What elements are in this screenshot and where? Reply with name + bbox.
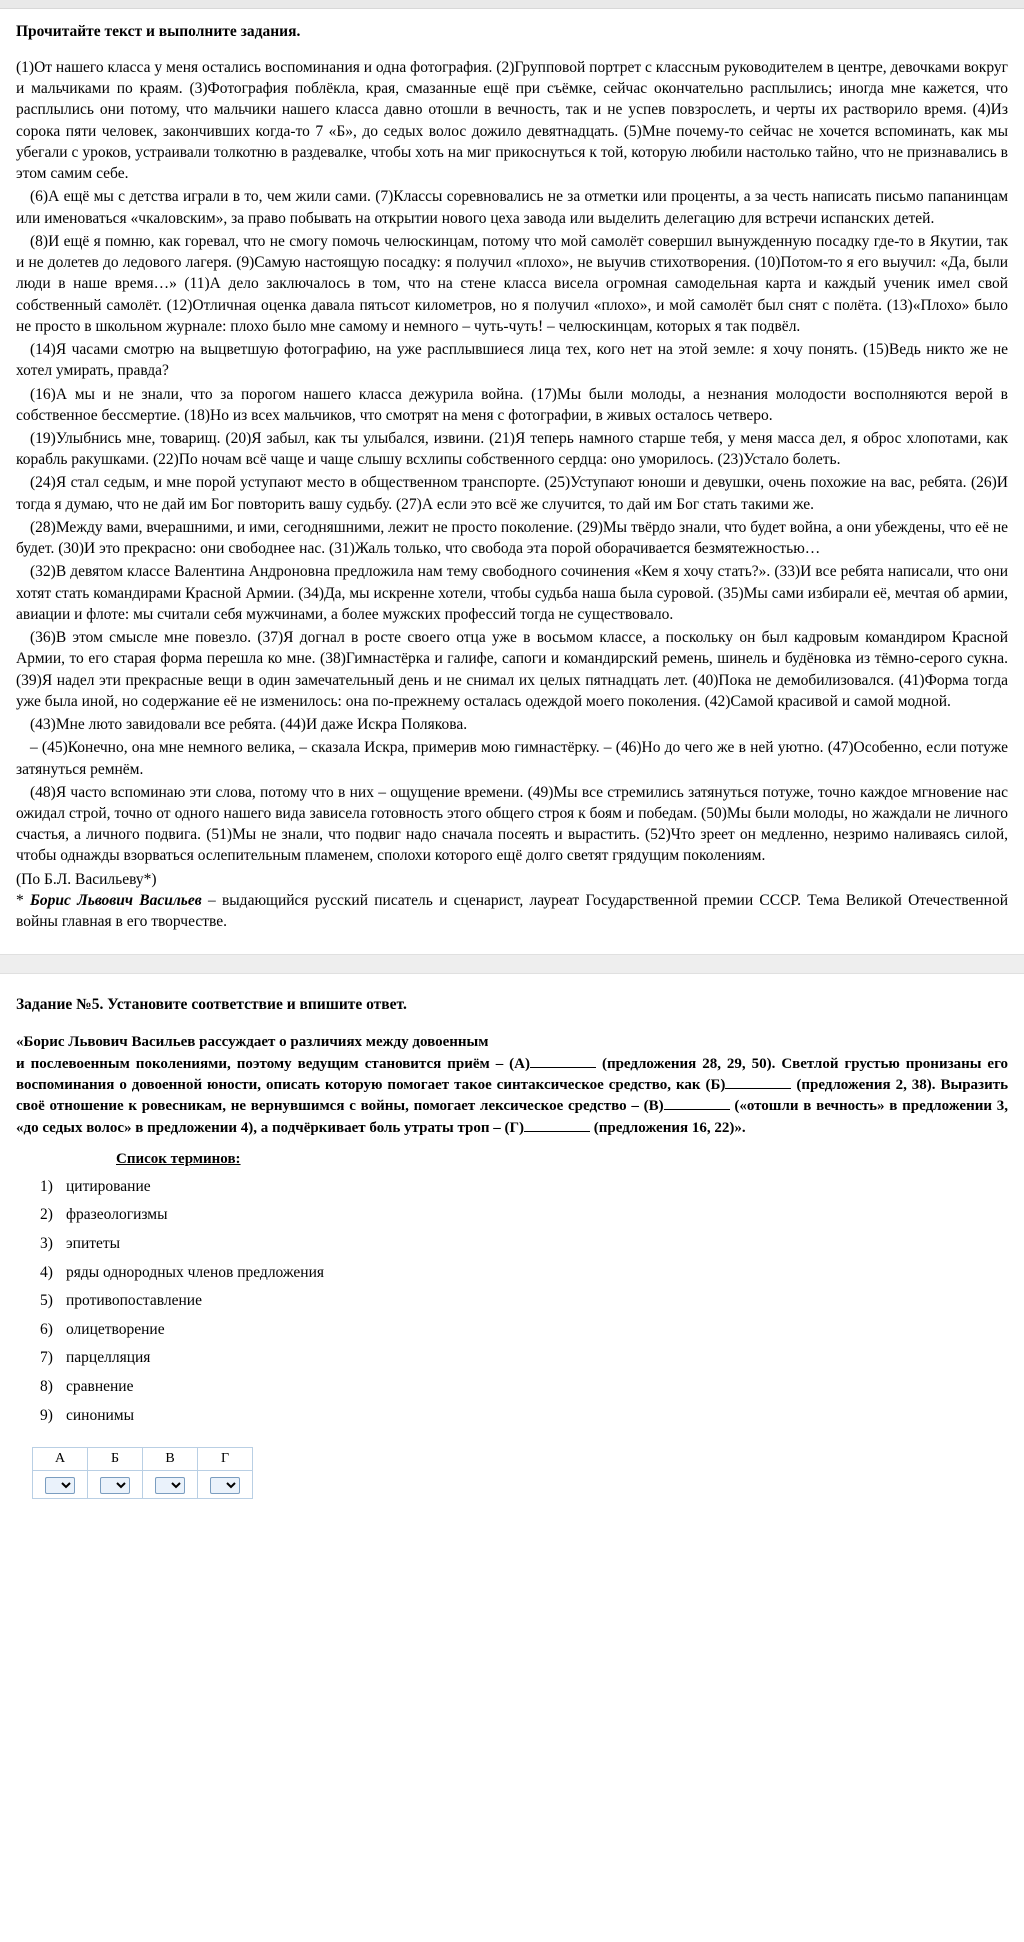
term-number: 6) <box>40 1320 53 1338</box>
author-footnote <box>16 890 1008 932</box>
table-header-row <box>33 1448 253 1471</box>
quote-line-1: «Борис Львович Васильев рассуждает о различиях между довоенным <box>16 1034 489 1051</box>
top-band <box>0 0 1024 9</box>
list-item <box>40 1206 1008 1225</box>
answer-cell-a <box>33 1471 88 1499</box>
table-row <box>33 1471 253 1499</box>
answer-select-b[interactable] <box>100 1477 130 1494</box>
footnote-marker: * <box>16 891 24 909</box>
term-label: синонимы <box>66 1406 135 1424</box>
term-label: фразеологизмы <box>66 1206 168 1224</box>
quote-line-5: («отошли в вечность» в предложении 3, «до седых волос» в предложении 4), а подчёркивает боль утраты троп – (Г) <box>16 1098 1008 1136</box>
list-item <box>40 1407 1008 1426</box>
document-content <box>0 23 1024 932</box>
text-paragraph: (32)В девятом классе Валентина Андроновна предложила нам тему свободного сочинения «Кем я хочу стать?». (33)И все ребята написали, что они хотят стать командирами Красной Армии. (34)Да, мы искренне хотели, чтобы судьба наша была суровой. (35)Мы сами избирали её, мечтая об армии, авиации и флоте: мы считали себя мужчинами, а более мужских профессий тогда не существовало. <box>16 563 1008 623</box>
term-number: 7) <box>40 1349 53 1367</box>
column-header-b: Б <box>88 1448 143 1471</box>
author-attribution: (По Б.Л. Васильеву*) <box>16 870 157 888</box>
quote-line-2: и послевоенным поколениями, поэтому ведущим становится приём – (А) <box>16 1055 530 1072</box>
text-paragraph: (16)А мы и не знали, что за порогом нашего класса дежурила война. (17)Мы были молоды, а незнания молодости восполняются верой в собственное бессмертие. (18)Но из всех мальчиков, что смотрят на меня с фотографии, в живых осталось четверо. <box>16 385 1008 424</box>
answer-select-g[interactable] <box>210 1477 240 1494</box>
terms-list-title: Список терминов: <box>116 1150 241 1167</box>
term-label: противопоставление <box>66 1292 202 1310</box>
blank-b <box>725 1088 791 1089</box>
list-item <box>40 1349 1008 1368</box>
term-number: 4) <box>40 1263 53 1281</box>
blank-g <box>524 1131 590 1132</box>
term-label: цитирование <box>66 1177 151 1195</box>
answer-table <box>32 1447 253 1499</box>
list-item <box>40 1378 1008 1397</box>
column-header-a: А <box>33 1448 88 1471</box>
text-paragraph: (36)В этом смысле мне повезло. (37)Я догнал в росте своего отца уже в восьмом классе, а поскольку он был кадровым командиром Красной Армии, то его старая форма перешла ко мне. (38)Гимнастёрка и галифе, сапоги и командирский ремень, шинель и будёновка из тёмно-серого сукна. (39)Я надел эти прекрасные вещи в один замечательный день и не снимал их целых пятнадцать лет. (40)Пока не демобилизовался. (41)Форма тогда уже была иной, но содержание её не изменилось: она по-прежнему осталась одеждой моего поколения. (42)Самой красивой и самой модной. <box>16 629 1008 710</box>
list-item <box>40 1264 1008 1283</box>
section-divider <box>0 954 1024 974</box>
column-header-g: Г <box>198 1448 253 1471</box>
term-number: 3) <box>40 1235 53 1253</box>
text-paragraph: (19)Улыбнись мне, товарищ. (20)Я забыл, как ты улыбался, извини. (21)Я теперь намного старше тебя, у меня масса дел, я оброс хлопотами, как корабль ракушками. (22)По ночам всё чаще и чаще слышу всхлипы собственного сердца: оно уморилось. (23)Устало болеть. <box>16 429 1008 469</box>
footnote-author-name: Борис Львович Васильев <box>30 891 202 909</box>
text-paragraph: (8)И ещё я помню, как горевал, что не смогу помочь челюскинцам, потому что мой самолёт совершил вынужденную посадку где-то в Якутии, так и не долетев до ледового лагеря. (9)Самую настоящую посадку: я получил «плохо», не выучив стихотворения. (10)Потом-то я его выучил: «Да, были люди в наше время…» (11)А дело заключалось в том, что на стене класса висела огромная самодельная карта и каждый ученик имел свой собственный самолёт. (12)Отличная оценка давала пятьсот километров, но я получил «плохо», и мой самолёт был снят с полёта. (13)«Плохо» было не просто в школьном журнале: плохо было мне самому и немного – чуть-чуть! – челюскинцам, которых я так подвёл. <box>16 232 1008 335</box>
text-paragraph: (48)Я часто вспоминаю эти слова, потому что в них – ощущение времени. (49)Мы все стремились затянуться потуже, точно каждое мгновение нас ожидал строй, точно от одного нашего вида зависела готовность этого общего строя к боям и победам. (50)Мы были молоды, но жаждали не личного счастья, а личного подвига. (51)Мы не знали, что подвиг надо сначала посеять и вырастить. (52)Что зреет он медленно, незримо наливаясь силой, чтобы однажды взорваться ослепительным пламенем, сполохи которого ещё долго светят грядущим поколениям. <box>16 783 1008 865</box>
column-header-v: В <box>143 1448 198 1471</box>
text-paragraph: (1)От нашего класса у меня остались воспоминания и одна фотография. (2)Групповой портрет с классным руководителем в центре, девочками вокруг и мальчиками по краям. (3)Фотография поблёкла, края, смазанные ещё при съёмке, сейчас окончательно расплылись; иногда мне кажется, что расплылись они потому, что мальчики нашего класса давно отошли в вечность, так и не успев повзрослеть, и черты их растворило время. (4)Из сорока пяти человек, закончивших когда-то 7 «Б», до седых волос дожило девятнадцать. (5)Мне почему-то сейчас не хочется вспоминать, как мы убегали с уроков, устраивали толкотню в раздевалке, чтобы хоть на миг прикоснуться к той, которую любили настолько тайно, что не признавались в этом самим себе. <box>16 59 1008 183</box>
term-number: 2) <box>40 1206 53 1224</box>
term-label: эпитеты <box>66 1235 121 1253</box>
task5-heading: Задание №5. Установите соответствие и впишите ответ. <box>16 996 407 1014</box>
task-heading: Прочитайте текст и выполните задания. <box>16 23 301 40</box>
answer-select-a[interactable] <box>45 1477 75 1494</box>
answer-select-v[interactable] <box>155 1477 185 1494</box>
answer-cell-v <box>143 1471 198 1499</box>
text-paragraph: (43)Мне люто завидовали все ребята. (44)И даже Искра Полякова. <box>30 716 468 734</box>
answer-cell-g <box>198 1471 253 1499</box>
quote-line-3: (предложения 28, 29, 50). Светлой грустью пронизаны его воспоминания о довоенной юности, описать которую помогает такое синтаксическое средство, как (Б) <box>16 1055 1009 1093</box>
task5-section <box>0 996 1024 1551</box>
term-number: 1) <box>40 1177 53 1195</box>
list-item <box>40 1178 1008 1197</box>
terms-list <box>40 1178 1008 1425</box>
quote-line-4: (предложения 2, 38). Выразить своё отношение к ровесникам, не вернувшимся с войны, помогает лексическое средство – (В) <box>16 1076 1009 1115</box>
task5-quote <box>16 1032 1008 1138</box>
blank-v <box>664 1109 730 1110</box>
term-label: парцелляция <box>66 1349 151 1367</box>
text-paragraph: (28)Между вами, вчерашними, и ими, сегодняшними, лежит не просто поколение. (29)Мы твёрдо знали, что будет война, а они убеждены, что её не будет. (30)И это прекрасно: они свободнее нас. (31)Жаль только, что свобода эта порой оборачивается безмятежностью… <box>16 518 1008 558</box>
term-number: 9) <box>40 1406 53 1424</box>
term-label: ряды однородных членов предложения <box>66 1263 325 1281</box>
text-paragraph: – (45)Конечно, она мне немного велика, – сказала Искра, примерив мою гимнастёрку. – (46)Но до чего же в ней уютно. (47)Особенно, если потуже затянуться ремнём. <box>16 739 1008 778</box>
bottom-spacer <box>16 1525 1008 1551</box>
text-paragraph: (14)Я часами смотрю на выцветшую фотографию, на уже расплывшиеся лица тех, кого нет на этой земле: я хочу понять. (15)Ведь никто же не хотел умирать, правда? <box>16 341 1008 380</box>
list-item <box>40 1235 1008 1254</box>
text-paragraph: (6)А ещё мы с детства играли в то, чем жили сами. (7)Классы соревновались не за отметки или проценты, а за честь написать письмо папанинцам или именоваться «чкаловским», за право побывать на открытии нового цеха завода или выделить делегацию для встречи испанских детей. <box>16 188 1008 227</box>
quote-line-6: (предложения 16, 22)». <box>593 1119 746 1136</box>
list-item <box>40 1321 1008 1340</box>
term-label: сравнение <box>66 1378 134 1396</box>
answer-cell-b <box>88 1471 143 1499</box>
text-paragraph: (24)Я стал седым, и мне порой уступают место в общественном транспорте. (25)Уступают юноши и девушки, очень похожие на вас, ребята. (26)И тогда я думаю, что не дай им Бог повторить вашу судьбу. (27)А если это всё же случится, то дай им Бог стать такими же. <box>16 474 1008 513</box>
term-number: 5) <box>40 1292 53 1310</box>
term-number: 8) <box>40 1378 53 1396</box>
term-label: олицетворение <box>66 1320 165 1338</box>
footnote-description: – выдающийся русский писатель и сценарист, лауреат Государственной премии СССР. Тема Великой Отечественной войны главная в его творчестве. <box>16 891 1009 931</box>
blank-a <box>530 1067 596 1068</box>
list-item <box>40 1292 1008 1311</box>
